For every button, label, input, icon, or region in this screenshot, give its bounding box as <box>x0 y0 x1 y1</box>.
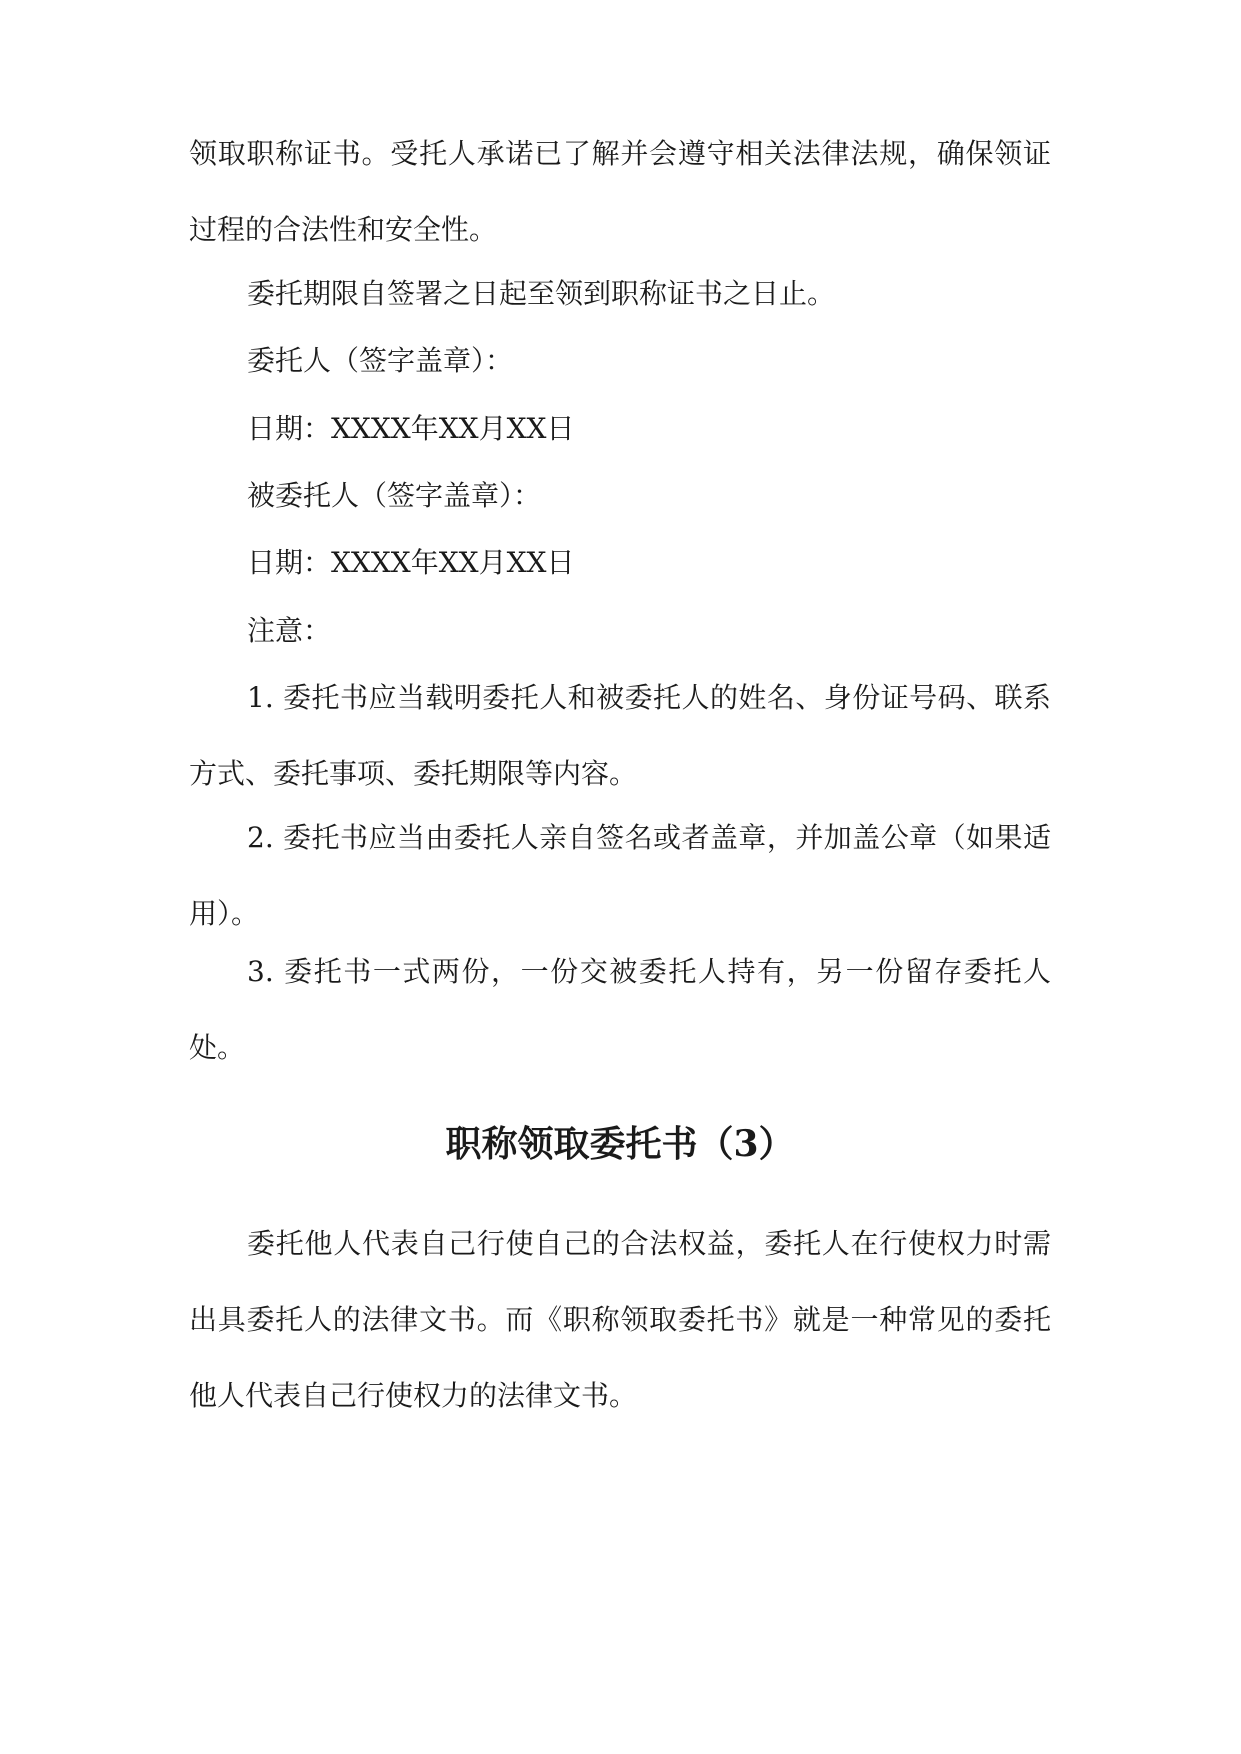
principal-signature-line: 委托人（签字盖章）： <box>247 344 514 377</box>
agent-date-line: 日期：XXXX年XX月XX日 <box>247 546 575 579</box>
note-item-1: 1. 委托书应当载明委托人和被委托人的姓名、身份证号码、联系方式、委托事项、委托期限等内容。 <box>189 681 1051 790</box>
principal-date-line: 日期：XXXX年XX月XX日 <box>247 412 575 445</box>
agent-signature-line: 被委托人（签字盖章）： <box>247 479 542 512</box>
continuation-paragraph: 领取职称证书。受托人承诺已了解并会遵守相关法律法规，确保领证过程的合法性和安全性。 <box>189 137 1051 246</box>
note-item-2: 2. 委托书应当由委托人亲自签名或者盖章，并加盖公章（如果适用）。 <box>189 821 1051 930</box>
notice-label: 注意： <box>247 614 332 647</box>
section-title: 职称领取委托书（3） <box>445 1123 795 1165</box>
term-paragraph: 委托期限自签署之日起至领到职称证书之日止。 <box>247 277 836 310</box>
note-item-3: 3. 委托书一式两份，一份交被委托人持有，另一份留存委托人处。 <box>189 955 1051 1064</box>
intro-paragraph: 委托他人代表自己行使自己的合法权益，委托人在行使权力时需出具委托人的法律文书。而《职称领取委托书》就是一种常见的委托他人代表自己行使权力的法律文书。 <box>189 1227 1051 1412</box>
